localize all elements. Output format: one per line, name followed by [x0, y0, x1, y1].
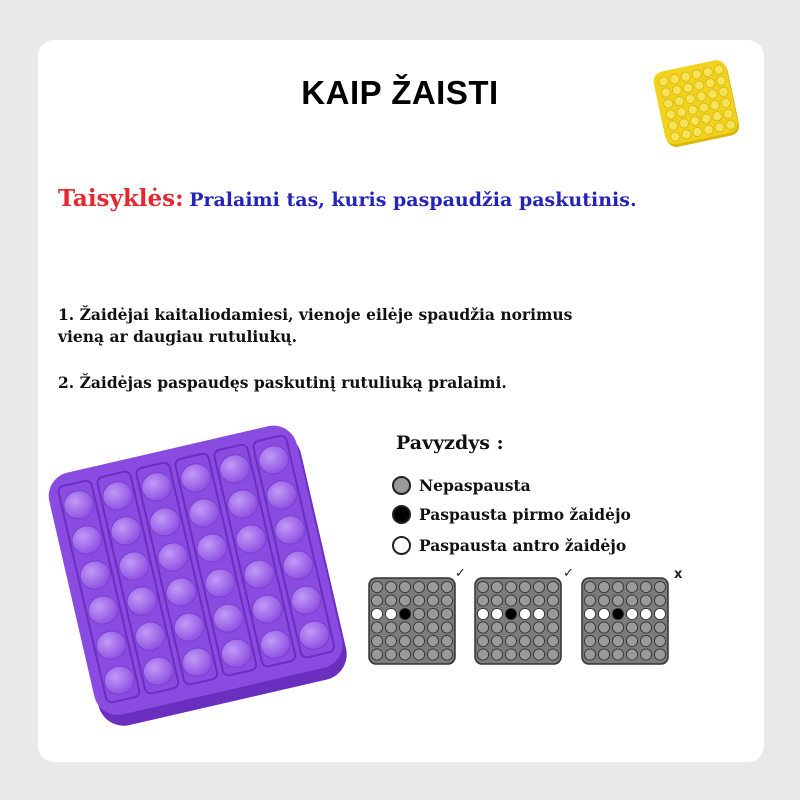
legend-unpressed	[392, 476, 531, 495]
rules-text: Pralaimi tas, kuris paspaudžia paskutinis.	[189, 189, 637, 211]
unpressed-dot-icon	[392, 476, 411, 495]
grid-2-check-icon: ✓	[563, 566, 574, 581]
rules-line	[58, 185, 637, 212]
step-1-line-2: vieną ar daugiau rutuliukų.	[58, 327, 297, 346]
grid-1-check-icon: ✓	[455, 566, 466, 581]
page-title: KAIP ŽAISTI	[301, 74, 499, 111]
instruction-card	[38, 40, 764, 762]
step-1-line-1: 1. Žaidėjai kaitaliodamiesi, vienoje eilėje spaudžia norimus	[58, 305, 573, 324]
legend-label: Paspausta pirmo žaidėjo	[419, 505, 631, 524]
second-player-dot-icon	[392, 536, 411, 555]
legend-label: Nepaspausta	[419, 476, 531, 495]
first-player-dot-icon	[392, 505, 411, 524]
example-title: Pavyzdys :	[396, 432, 504, 454]
legend-second-player	[392, 536, 626, 555]
legend-label: Paspausta antro žaidėjo	[419, 536, 627, 555]
step-2: 2. Žaidėjas paspaudęs paskutinį rutuliuką pralaimi.	[58, 373, 507, 392]
rules-label: Taisyklės:	[58, 185, 184, 212]
grid-3-cross-icon: x	[674, 567, 683, 582]
legend-first-player	[392, 505, 631, 524]
